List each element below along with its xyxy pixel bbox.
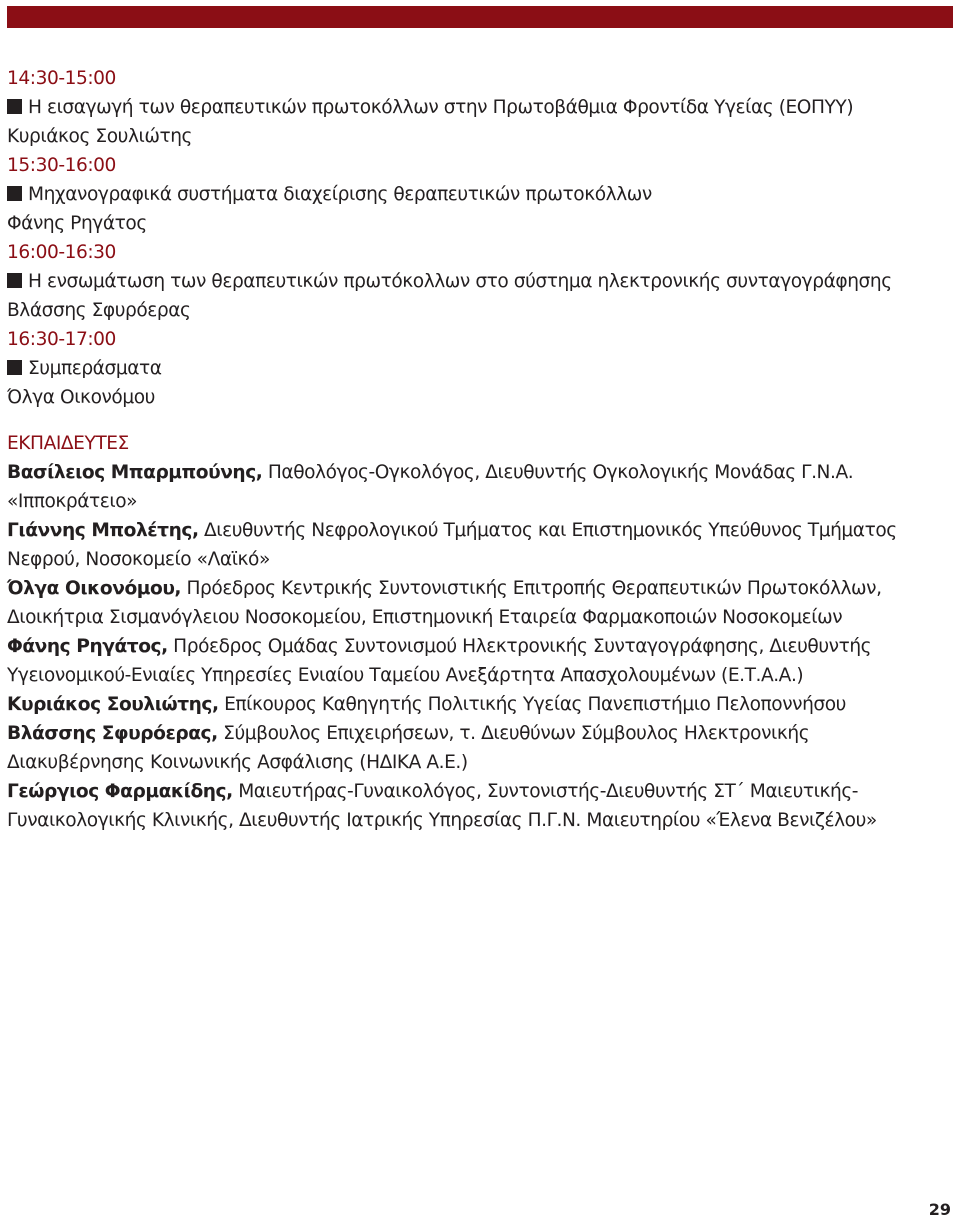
- session-title: Συμπεράσματα: [28, 358, 162, 379]
- instructor-name: Γεώργιος Φαρμακίδης,: [7, 781, 233, 802]
- instructor-description: Διακυβέρνησης Κοινωνικής Ασφάλισης (ΗΔΙΚΑ Α.Ε.): [7, 752, 468, 773]
- session-time: 16:30-17:00: [7, 329, 116, 350]
- instructor-line: [7, 719, 953, 748]
- instructor-description: Διοικήτρια Σισμανόγλειου Νοσοκομείου, Επιστημονική Εταιρεία Φαρμακοποιών Νοσοκομείων: [7, 607, 843, 628]
- instructor-line: [7, 458, 953, 487]
- session-speaker: Φάνης Ρηγάτος: [7, 213, 147, 234]
- session-title-line: [7, 93, 953, 122]
- instructor-name: Γιάννης Μπολέτης,: [7, 520, 199, 541]
- instructor-description: «Ιπποκράτειο»: [7, 491, 138, 512]
- instructor-line: [7, 516, 953, 545]
- session-title: Μηχανογραφικά συστήματα διαχείρισης θεραπευτικών πρωτοκόλλων: [28, 184, 652, 205]
- instructor-line: [7, 632, 953, 661]
- square-bullet-icon: [7, 273, 22, 288]
- instructor-entry: [7, 719, 953, 777]
- instructor-description: Πρόεδρος Κεντρικής Συντονιστικής Επιτροπής Θεραπευτικών Πρωτοκόλλων,: [181, 578, 882, 599]
- schedule-item: [7, 325, 953, 412]
- instructor-name: Φάνης Ρηγάτος,: [7, 636, 168, 657]
- session-time: 16:00-16:30: [7, 242, 116, 263]
- session-title-line: [7, 180, 953, 209]
- instructor-description: Πρόεδρος Ομάδας Συντονισμού Ηλεκτρονικής Συνταγογράφησης, Διευθυντής: [167, 636, 872, 657]
- session-title-line: [7, 354, 953, 383]
- session-time: 14:30-15:00: [7, 68, 116, 89]
- instructor-line: [7, 777, 953, 806]
- session-title-line: [7, 267, 953, 296]
- instructor-name: Κυριάκος Σουλιώτης,: [7, 694, 219, 715]
- session-speaker: Κυριάκος Σουλιώτης: [7, 126, 193, 147]
- schedule-item: [7, 238, 953, 325]
- instructors-heading: ΕΚΠΑΙΔΕΥΤΕΣ: [7, 433, 129, 454]
- instructor-entry: [7, 574, 953, 632]
- instructor-name: Βλάσσης Σφυρόερας,: [7, 723, 218, 744]
- instructor-description: Υγειονομικού-Ενιαίες Υπηρεσίες Ενιαίου Ταμείου Ανεξάρτητα Απασχολουμένων (Ε.Τ.Α.Α.): [7, 665, 804, 686]
- instructor-name: Όλγα Οικονόμου,: [7, 578, 182, 599]
- instructor-description: Επίκουρος Καθηγητής Πολιτικής Υγείας Πανεπιστήμιο Πελοποννήσου: [218, 694, 846, 715]
- instructor-description: Παθολόγος-Ογκολόγος, Διευθυντής Ογκολογικής Μονάδας Γ.Ν.Α.: [262, 462, 854, 483]
- top-color-bar: [7, 6, 953, 28]
- instructor-entry: [7, 777, 953, 835]
- instructor-description: Γυναικολογικής Κλινικής, Διευθυντής Ιατρικής Υπηρεσίας Π.Γ.Ν. Μαιευτηρίου «Έλενα Βενιζέλου»: [7, 810, 877, 831]
- section-gap: [7, 412, 953, 429]
- instructor-entry: [7, 690, 953, 719]
- schedule-item: [7, 64, 953, 151]
- session-title: Η ενσωμάτωση των θεραπευτικών πρωτόκολλων στο σύστημα ηλεκτρονικής συνταγογράφησης: [28, 271, 892, 292]
- instructor-description: Σύμβουλος Επιχειρήσεων, τ. Διευθύνων Σύμβουλος Ηλεκτρονικής: [217, 723, 810, 744]
- instructor-name: Βασίλειος Μπαρμπούνης,: [7, 462, 263, 483]
- session-time: 15:30-16:00: [7, 155, 116, 176]
- session-speaker: Βλάσσης Σφυρόερας: [7, 300, 191, 321]
- square-bullet-icon: [7, 99, 22, 114]
- session-speaker: Όλγα Οικονόμου: [7, 387, 155, 408]
- document-content: [7, 64, 953, 835]
- session-title: Η εισαγωγή των θεραπευτικών πρωτοκόλλων στην Πρωτοβάθμια Φροντίδα Υγείας (ΕΟΠΥΥ): [28, 97, 854, 118]
- instructor-entry: [7, 632, 953, 690]
- instructor-entry: [7, 516, 953, 574]
- instructor-description: Νεφρού, Νοσοκομείο «Λαϊκό»: [7, 549, 270, 570]
- square-bullet-icon: [7, 360, 22, 375]
- instructor-description: Διευθυντής Νεφρολογικού Τμήματος και Επιστημονικός Υπεύθυνος Τμήματος: [198, 520, 897, 541]
- square-bullet-icon: [7, 186, 22, 201]
- instructor-entry: [7, 458, 953, 516]
- schedule-item: [7, 151, 953, 238]
- instructor-description: Μαιευτήρας-Γυναικολόγος, Συντονιστής-Διευθυντής ΣΤ΄ Μαιευτικής-: [232, 781, 859, 802]
- instructor-line: [7, 574, 953, 603]
- instructor-line: [7, 690, 953, 719]
- page-number: 29: [928, 1200, 951, 1219]
